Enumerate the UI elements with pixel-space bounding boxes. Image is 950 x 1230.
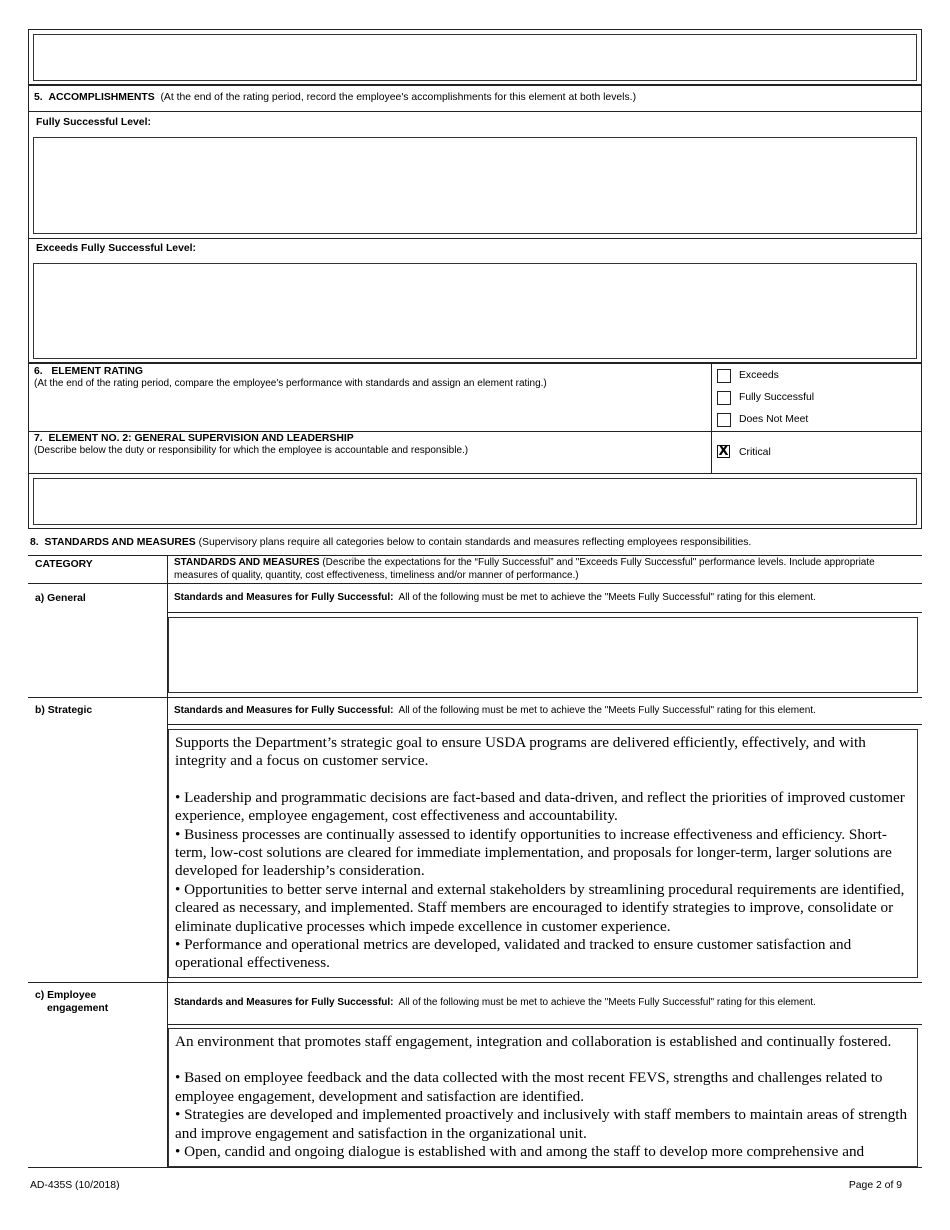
divider [28,555,922,556]
section7-instruction: (Describe below the duty or responsibility for which the employee is accountable and responsible.) [34,445,469,456]
form-id: AD-435S (10/2018) [30,1180,120,1191]
does-not-meet-option-label: Does Not Meet [739,414,809,425]
strategic-fs-heading: Standards and Measures for Fully Successful: All of the following must be met to achieve the "Meets Fully Successful" rating for this element. [174,705,816,716]
engagement-fs-heading: Standards and Measures for Fully Successful: All of the following must be met to achieve the "Meets Fully Successful" rating for this element. [174,997,816,1008]
col-header-category: CATEGORY [35,559,93,570]
strategic-standards-text: Supports the Department’s strategic goal to ensure USDA programs are delivered efficiently, effectively, and with integrity and a focus on customer service. • Leadership and programmatic decisions are fact-based and data-driven, and reflect the priorities of improved customer experience, employee engagement, cost effectiveness and accountability. • Business processes are continually assessed to identify opportunities to increase effectiveness and efficiency. Short-term, low-cost solutions are cleared for immediate implementation, and proposals for longer-term, larger solutions are developed for leadership’s consideration. • Opportunities to better serve internal and external stakeholders by streamlining procedural requirements are identified, cleared as necessary, and implemented. Staff members are encouraged to identify strategies to improve, consolidate or eliminate duplicative processes which impede excellence in customer experience. • Performance and operational metrics are developed, validated and tracked to ensure customer satisfaction and operational effectiveness. [175,734,905,972]
fully-successful-accomplishments-field[interactable] [33,137,917,234]
engagement-standards-text: An environment that promotes staff engagement, integration and collaboration is established and continually fostered. • Based on employee feedback and the data collected with the most recent FEVS, strengths and challenges related to employee engagement, development and satisfaction are identified. • Strategies are developed and implemented proactively and inclusively with staff members to maintain areas of strength and improve engagement and satisfaction in the organizational unit. • Open, candid and ongoing dialogue is established with and among the staff to develop more comprehensive and [175,1033,908,1161]
category-engagement-label: c) Employee engagement [35,990,109,1014]
col-header-standards: STANDARDS AND MEASURES (Describe the expectations for the “Fully Successful” and "Exceeds Fully Successful" performance levels. Include appropriate measures of quality, quantity, cost effectiveness, timeliness and/or manner of performance.) [174,557,875,581]
exceeds-checkbox[interactable] [717,369,731,383]
critical-checkbox[interactable]: X [718,444,729,459]
divider [28,697,922,698]
divider [167,724,922,725]
divider [28,238,922,239]
general-standards-field[interactable] [168,617,918,693]
divider [28,473,922,474]
category-strategic-label: b) Strategic [35,705,93,716]
element-2-duty-field[interactable] [33,478,917,525]
divider [28,982,922,983]
critical-label: Critical [739,447,771,458]
section6-instruction: (At the end of the rating period, compare the employee's performance with standards and assign an element rating.) [34,378,547,389]
category-general-label: a) General [35,593,86,604]
page-number: Page 2 of 9 [848,1180,902,1191]
exceeds-accomplishments-field[interactable] [33,263,917,359]
section6-heading: 6. ELEMENT RATING [34,366,143,377]
divider [28,1167,922,1168]
section5-heading: 5. ACCOMPLISHMENTS (At the end of the rating period, record the employee's accomplishments for this element at both levels.) [34,92,637,103]
fully-successful-checkbox[interactable] [717,391,731,405]
engagement-standards-field[interactable] [168,1028,918,1167]
does-not-meet-checkbox[interactable] [717,413,731,427]
divider [167,612,922,613]
section8-heading: 8. STANDARDS AND MEASURES (Supervisory plans require all categories below to contain standards and measures reflecting employees responsibilities. [30,537,752,548]
exceeds-option-label: Exceeds [739,370,779,381]
element-1-description-field[interactable] [33,34,917,81]
exceeds-label: Exceeds Fully Successful Level: [36,243,196,254]
divider [28,111,922,112]
fully-successful-label: Fully Successful Level: [36,117,151,128]
divider [167,1024,922,1025]
fully-successful-option-label: Fully Successful [739,392,815,403]
general-fs-heading: Standards and Measures for Fully Successful: All of the following must be met to achieve the "Meets Fully Successful" rating for this element. [174,592,816,603]
divider [28,583,922,584]
section7-heading: 7. ELEMENT NO. 2: GENERAL SUPERVISION AND LEADERSHIP [34,433,354,444]
